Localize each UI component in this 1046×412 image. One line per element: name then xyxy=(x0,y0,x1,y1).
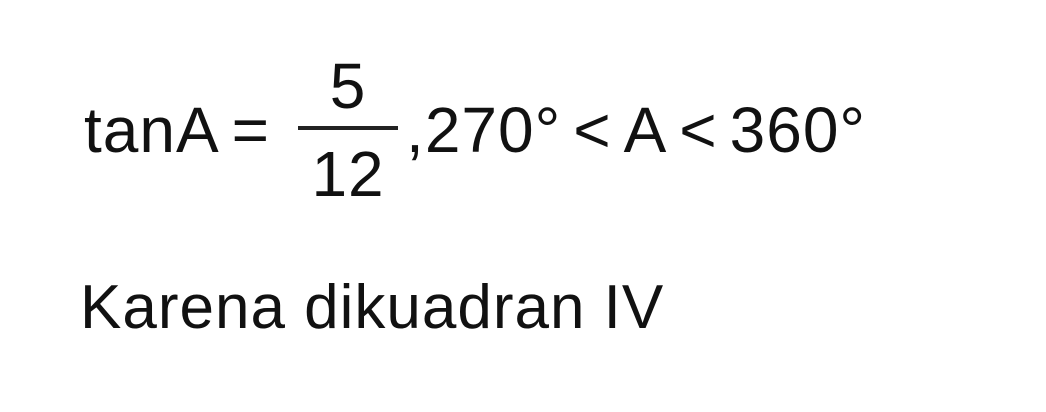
fraction xyxy=(298,50,398,210)
angle-variable: A xyxy=(623,94,668,166)
fraction-numerator: 5 xyxy=(329,50,367,122)
quadrant-note: Karena dikuadran IV xyxy=(80,273,665,342)
less-than-sign-2: < xyxy=(679,94,718,166)
equation-line xyxy=(84,30,866,230)
upper-bound: 360° xyxy=(729,94,866,166)
fraction-denominator: 12 xyxy=(311,138,385,210)
equation-lhs: tanA xyxy=(84,94,220,166)
equals-sign: = xyxy=(231,94,271,166)
lower-bound: ,270° xyxy=(406,94,562,166)
less-than-sign-1: < xyxy=(573,94,612,166)
